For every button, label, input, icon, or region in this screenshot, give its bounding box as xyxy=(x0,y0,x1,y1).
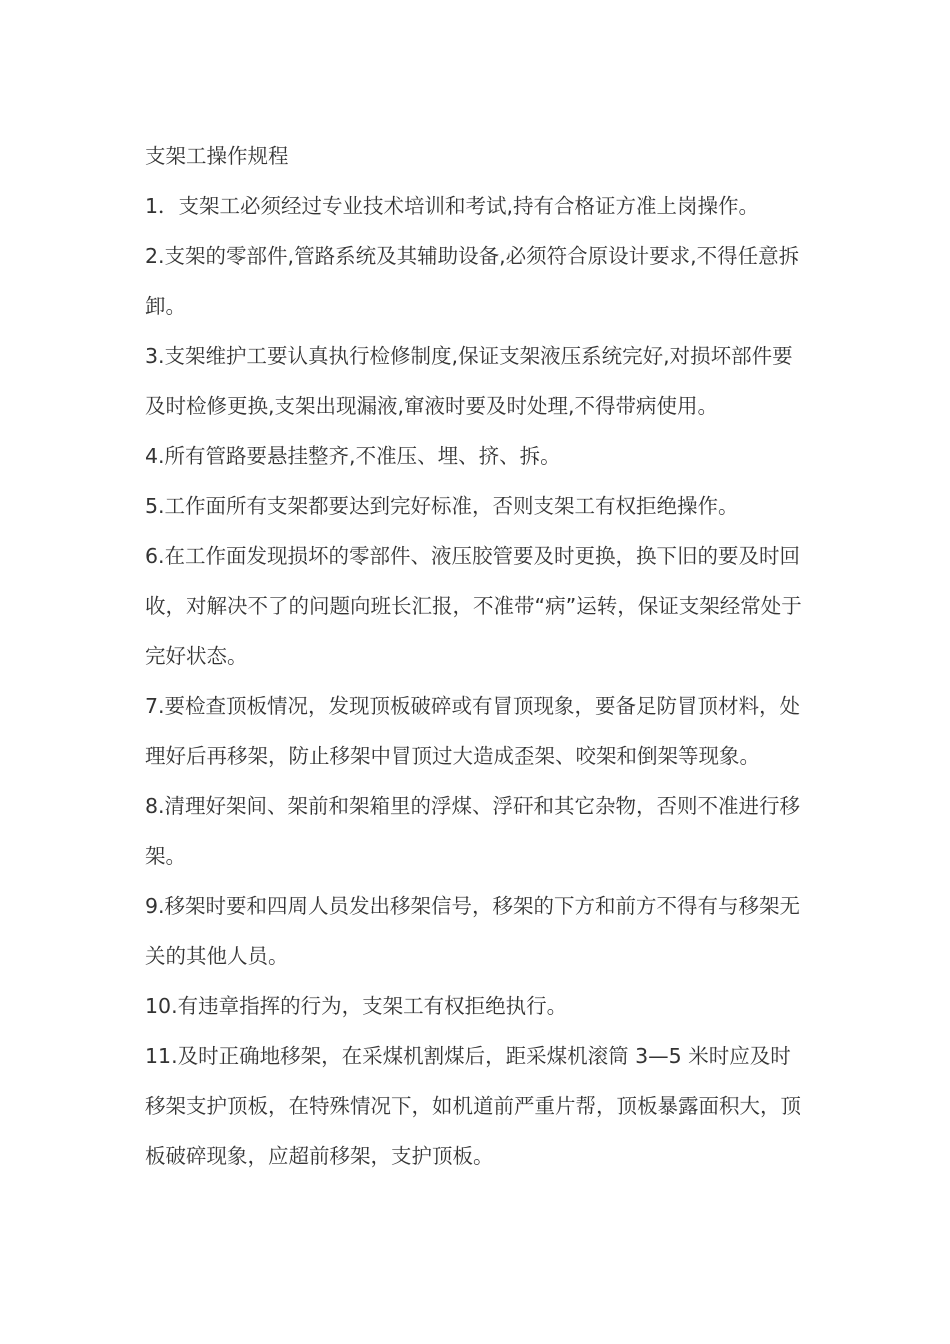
rule-item-10: 10.有违章指挥的行为，支架工有权拒绝执行。 xyxy=(145,994,568,1018)
rule-item-2: 2.支架的零部件,管路系统及其辅助设备,必须符合原设计要求,不得任意拆卸。 xyxy=(145,244,800,318)
rule-item-6: 6.在工作面发现损坏的零部件、液压胶管要及时更换，换下旧的要及时回收，对解决不了的问题向班长汇报，不准带“病”运转，保证支架经常处于完好状态。 xyxy=(145,544,802,668)
rule-item-1: 1．支架工必须经过专业技术培训和考试,持有合格证方准上岗操作。 xyxy=(145,194,760,218)
rule-item-11: 11.及时正确地移架，在采煤机割煤后，距采煤机滚筒 3—5 米时应及时移架支护顶板，在特殊情况下，如机道前严重片帮，顶板暴露面积大，顶板破碎现象，应超前移架，支护顶板。 xyxy=(145,1044,801,1168)
rule-item-3: 3.支架维护工要认真执行检修制度,保证支架液压系统完好,对损坏部件要及时检修更换,支架出现漏液,窜液时要及时处理,不得带病使用。 xyxy=(145,344,793,418)
rule-item-7: 7.要检查顶板情况，发现顶板破碎或有冒顶现象，要备足防冒顶材料，处理好后再移架，防止移架中冒顶过大造成歪架、咬架和倒架等现象。 xyxy=(145,694,801,768)
document-title: 支架工操作规程 xyxy=(145,144,289,168)
document-body xyxy=(145,131,810,1181)
rule-item-8: 8.清理好架间、架前和架箱里的浮煤、浮矸和其它杂物，否则不准进行移架。 xyxy=(145,794,801,868)
rule-item-4: 4.所有管路要悬挂整齐,不准压、埋、挤、拆。 xyxy=(145,444,561,468)
rule-item-5: 5.工作面所有支架都要达到完好标准，否则支架工有权拒绝操作。 xyxy=(145,494,739,518)
rule-item-9: 9.移架时要和四周人员发出移架信号，移架的下方和前方不得有与移架无关的其他人员。 xyxy=(145,894,801,968)
